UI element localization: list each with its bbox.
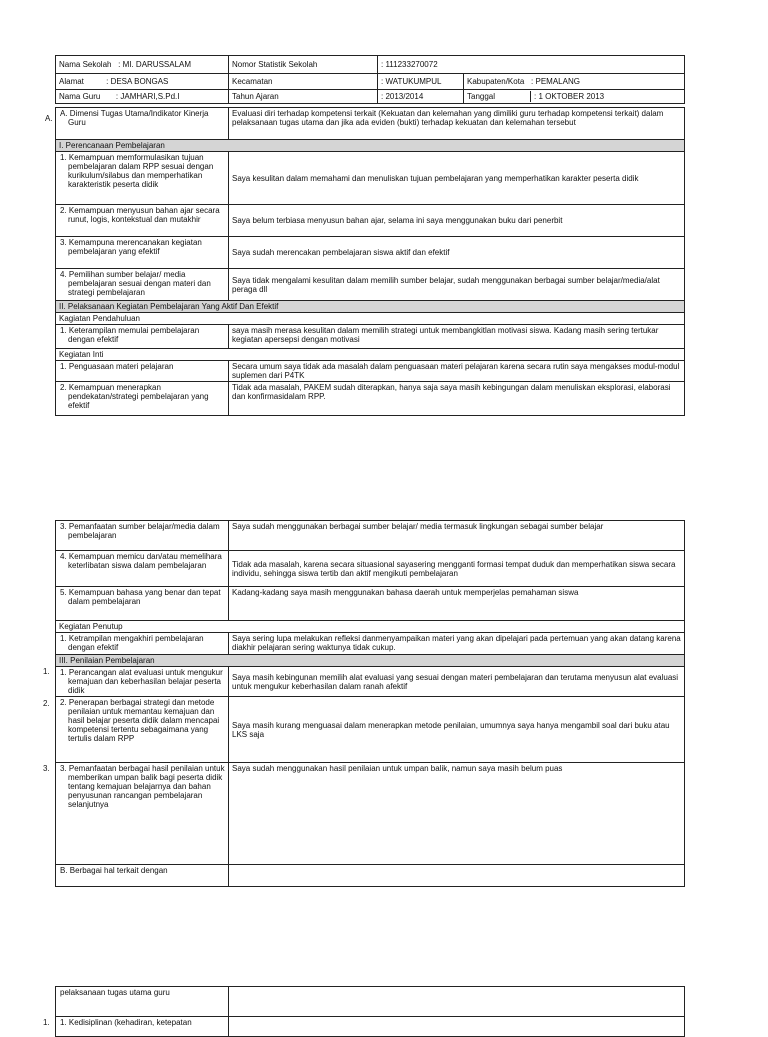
s1-eval-4: Saya tidak mengalami kesulitan dalam memilih sumber belajar, sudah menggunakan berbagai sumber belajar/media/alat peraga dll [229,269,685,301]
s3-marker-1: 1. [43,667,50,676]
s3-eval-1: Saya masih kebingunan memilih alat evaluasi yang sesuai dengan materi pembelajaran dan terutama menyusun alat evaluasi untuk mengukur keberhasilan dalam ranah afektif [229,667,685,697]
penutup-title: Kegiatan Penutup [56,621,685,633]
p2-inti-eval-3: Saya sudah menggunakan berbagai sumber belajar/ media termasuk lingkungan sebagai sumber belajar [229,521,685,551]
dimensi-marker: A. [45,114,53,123]
school-name: Nama Sekolah : MI. DARUSSALAM [56,56,229,74]
section-b-eval [229,865,685,887]
evaluation-table-page1 [55,107,685,416]
dimensi-desc: Evaluasi diri terhadap kompetensi terkait (Kekuatan dan kelemahan yang dimiliki guru terhadap kompetensi terkait) dalam pelaksanaan tugas utama dan jika ada eviden (bukti) terhadap kekuatan dan kelemahan tersebut [229,108,685,140]
tanggal-label: Tanggal [464,91,531,102]
s3-eval-2: Saya masih kurang menguasai dalam menerapkan metode penilaian, umumnya saya hanya mengambil soal dari buku atau LKS saja [229,697,685,763]
kabupaten: Kabupaten/Kota : PEMALANG [464,74,685,90]
p2-inti-indicator-5: 5. Kemampuan bahasa yang benar dan tepat dalam pembelajaran [56,587,229,621]
p2-inti-indicator-3: 3. Pemanfaatan sumber belajar/media dalam pembelajaran [56,521,229,551]
s2-inti-eval-1: Secara umum saya tidak ada masalah dalam penguasaan materi pelajaran karena secara rutin saya mengakses modul-modul suplemen dari P4TK [229,361,685,382]
tanggal [464,90,685,104]
evaluation-table-page3 [55,986,685,1037]
s3-marker-3: 3. [43,764,50,773]
section3-title: III. Penilaian Pembelajaran [56,655,685,667]
inti-title: Kegiatan Inti [56,349,685,361]
teacher-name: Nama Guru : JAMHARI,S.Pd.I [56,90,229,104]
s1-eval-1: Saya kesulitan dalam memahami dan menuliskan tujuan pembelajaran yang memperhatikan karakter peserta didik [229,152,685,205]
s2-pend-indicator-1: 1. Keterampilan memulai pembelajaran dengan efektif [56,325,229,349]
dimensi-label: A. Dimensi Tugas Utama/Indikator Kinerja Guru [56,108,229,140]
address: Alamat : DESA BONGAS [56,74,229,90]
header-table [55,55,685,104]
s3-indicator-1: 1. Perancangan alat evaluasi untuk mengukur kemajuan dan keberhasilan belajar peserta didik [56,667,229,697]
section1-title: I. Perencanaan Pembelajaran [56,140,685,152]
s3-marker-2: 2. [43,699,50,708]
s3-indicator-3: 3. Pemanfaatan berbagai hasil penilaian untuk memberikan umpan balik bagi peserta didik tentang kemajuan belajarnya dan bahan penyusunan rancangan pembelajaran selanjutnya [56,763,229,865]
p2-penutup-eval-1: Saya sering lupa melakukan refleksi danmenyampaikan materi yang akan dipelajari pada pertemuan yang akan datang karena diakhir pelajaran sering waktunya tidak cukup. [229,633,685,655]
s3-eval-3: Saya sudah menggunakan hasil penilaian untuk umpan balik, namun saya masih belum puas [229,763,685,865]
p2-inti-indicator-4: 4. Kemampuan memicu dan/atau memelihara keterlibatan siswa dalam pembelajaran [56,551,229,587]
kecamatan-label: Kecamatan [229,74,378,90]
pendahuluan-title: Kagiatan Pendahuluan [56,313,685,325]
p3-next-row-eval [229,1017,685,1037]
s2-inti-eval-2: Tidak ada masalah, PAKEM sudah diterapkan, hanya saja saya masih kebingungan dalam menuliskan eksplorasi, elaborasi dan konfirmasidalam RPP. [229,382,685,416]
p3-row-eval [229,987,685,1017]
p2-penutup-indicator-1: 1. Ketrampilan mengakhiri pembelajaran dengan efektif [56,633,229,655]
s1-eval-2: Saya belum terbiasa menyusun bahan ajar, selama ini saya menggunakan buku dari penerbit [229,205,685,237]
s1-indicator-3: 3. Kemampuna merencanakan kegiatan pembelajaran yang efektif [56,237,229,269]
kecamatan-value: : WATUKUMPUL [378,74,464,90]
s2-pend-eval-1: saya masih merasa kesulitan dalam memilih strategi untuk membangkitlan motivasi siswa. Kadang masih sering tertukar kegiatan apersepsi dengan motivasi [229,325,685,349]
nss-label: Nomor Statistik Sekolah [229,56,378,74]
s1-eval-3: Saya sudah merencakan pembelajaran siswa aktif dan efektif [229,237,685,269]
p3-row-label: pelaksanaan tugas utama guru [56,987,229,1017]
s2-inti-indicator-1: 1. Penguasaan materi pelajaran [56,361,229,382]
s2-inti-indicator-2: 2. Kemampuan menerapkan pendekatan/strategi pembelajaran yang efektif [56,382,229,416]
p2-inti-eval-4: Tidak ada masalah, karena secara situasional sayasering mengganti formasi tempat duduk dan memperhatikan siswa secara individu, sehingga siswa tertib dan aktif mengikuti pembelajaran [229,551,685,587]
s1-indicator-2: 2. Kemampuan menyusun bahan ajar secara runut, logis, kontekstual dan mutakhir [56,205,229,237]
nss-value: : 111233270072 [378,56,685,74]
section-b-label: B. Berbagai hal terkait dengan [56,865,229,887]
p3-next-row-label: 1. Kedisiplinan (kehadiran, ketepatan [56,1017,229,1037]
s1-indicator-1: 1. Kemampuan memformulasikan tujuan pembelajaran dalam RPP sesuai dengan kurikulum/silabus dan memperhatikan karakteristik peserta didik [56,152,229,205]
p3-marker-1: 1. [43,1018,50,1027]
s1-indicator-4: 4. Pemilihan sumber belajar/ media pembelajaran sesuai dengan materi dan strategi pembelajaran [56,269,229,301]
evaluation-table-page2 [55,520,685,887]
section2-title: II. Pelaksanaan Kegiatan Pembelajaran Yang Aktif Dan Efektif [56,301,685,313]
tahun-value: : 2013/2014 [378,90,464,104]
tahun-label: Tahun Ajaran [229,90,378,104]
s3-indicator-2: 2. Penerapan berbagai strategi dan metode penilaian untuk memantau kemajuan dan hasil belajar peserta didik dalam mencapai kompetensi tertentu sebagaimana yang tertulis dalam RPP [56,697,229,763]
p2-inti-eval-5: Kadang-kadang saya masih menggunakan bahasa daerah untuk memperjelas pemahaman siswa [229,587,685,621]
tanggal-value: : 1 OKTOBER 2013 [534,92,605,101]
